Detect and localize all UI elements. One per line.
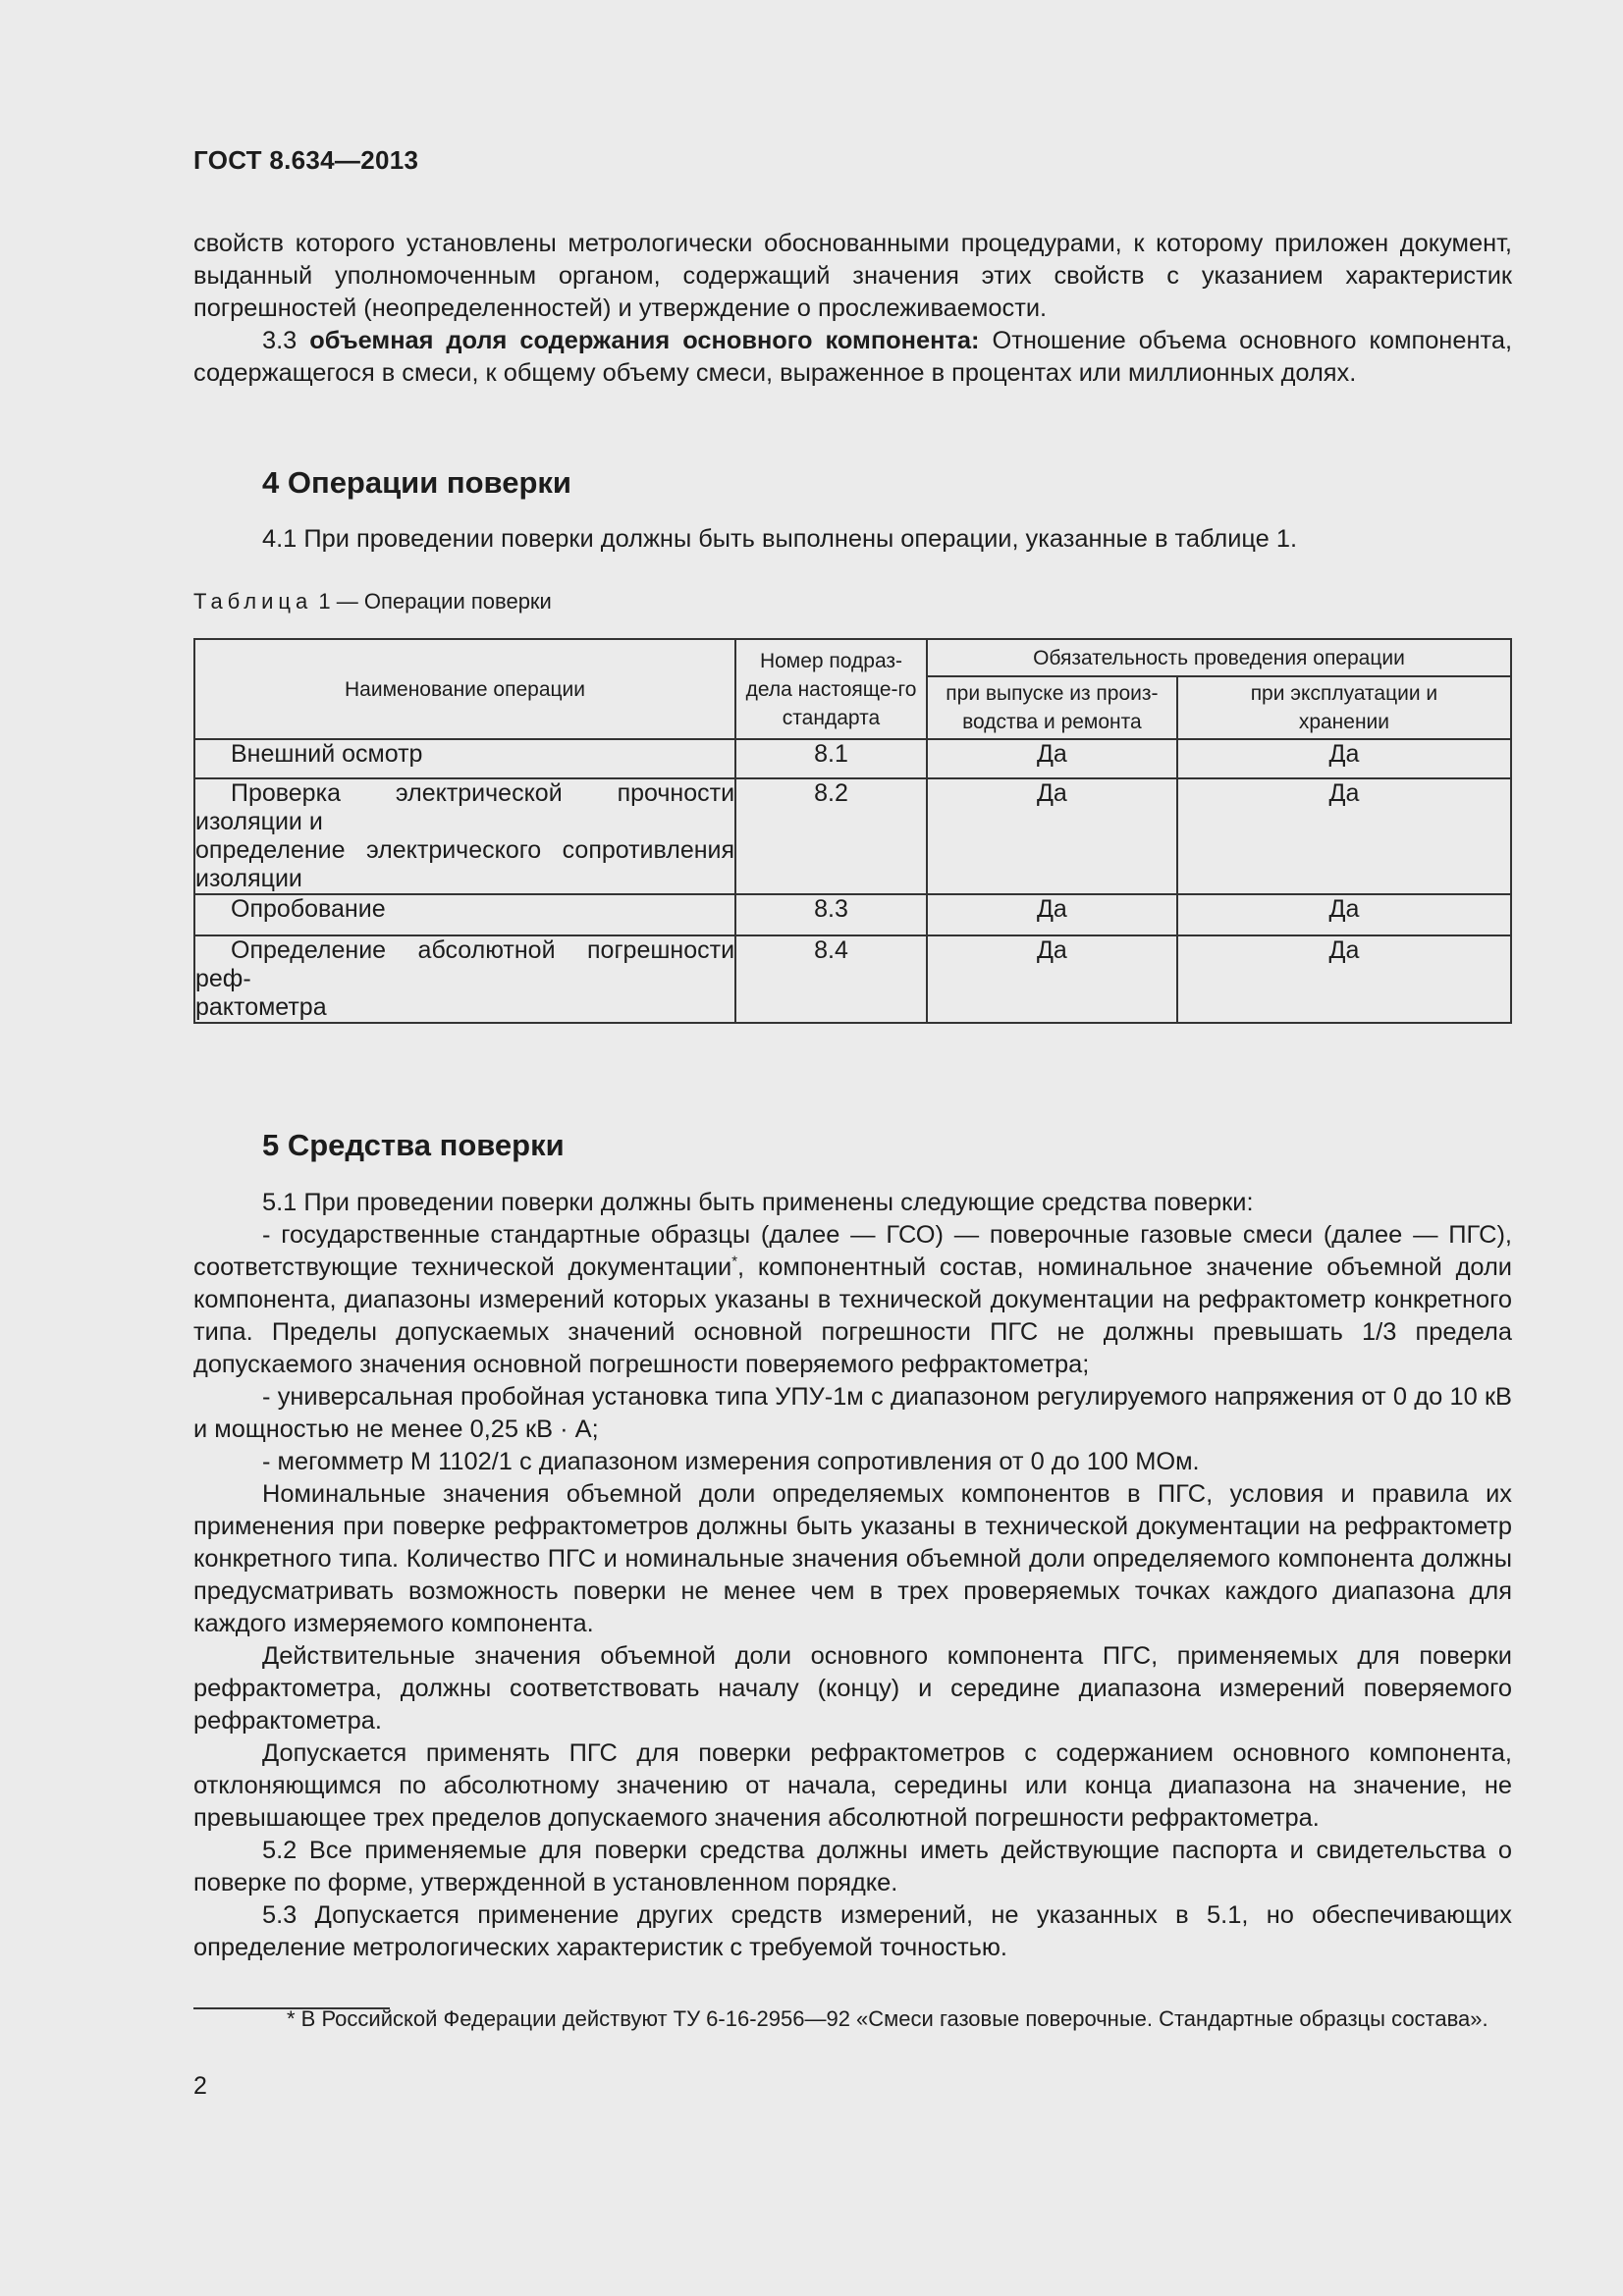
row-release: Да: [927, 894, 1177, 935]
row-section-number: 8.1: [735, 739, 927, 778]
section-4-title: 4 Операции поверки: [262, 465, 571, 500]
table-caption-word: Таблица: [193, 589, 313, 614]
definition-number: 3.3: [262, 327, 310, 354]
header-section-number: Номер подраз-дела настояще-го стандарта: [735, 639, 927, 739]
paragraph-allowed-pgs: Допускается применять ПГС для поверки рефрактометров с содержанием основного компонента, отклоняющимся по абсолютному значению от начала, середины или конца диапазона на значение, не превышающее трех пределов допускаемого значения абсолютной погрешности рефрактометра.: [193, 1739, 1512, 1832]
table-caption-rest: 1 — Операции поверки: [318, 589, 552, 614]
paragraph-5-2: 5.2 Все применяемые для поверки средства должны иметь действующие паспорта и свидетельства о поверке по форме, утвержденной в установленном порядке.: [193, 1837, 1512, 1896]
footnote-text: * В Российской Федерации действуют ТУ 6-16-2956—92 «Смеси газовые поверочные. Стандартные образцы состава».: [287, 2006, 1488, 2031]
definition-term: объемная доля содержания основного компонента:: [309, 327, 980, 354]
header-release: при выпуске из произ-водства и ремонта: [927, 676, 1177, 739]
row-release: Да: [927, 778, 1177, 894]
document-code: ГОСТ 8.634—2013: [193, 145, 419, 175]
section-5-text: [193, 1187, 1512, 1964]
page-number: 2: [193, 2072, 207, 2100]
bullet-gso-part-a: - государственные стандартные образцы (далее — ГСО) — поверочные газовые смеси (далее — ПГС), соответствующие технической документации: [193, 1221, 1512, 1281]
intro-continuation: свойств которого установлены метрологически обоснованными процедурами, к которому приложен документ, выданный уполномоченным органом, содержащий значения этих свойств с указанием характеристик погрешностей (неопределенностей) и утверждение о прослеживаемости.: [193, 230, 1512, 322]
row-operation-name: [194, 778, 735, 894]
header-operation-name: Наименование операции: [194, 639, 735, 739]
table-header-row-1: [194, 639, 1511, 676]
row-operation-name: [194, 739, 735, 778]
row-operation-name: [194, 935, 735, 1023]
paragraph-nominal-values: Номинальные значения объемной доли определяемых компонентов в ПГС, условия и правила их применения при поверке рефрактометров должны быть указаны в технической документации на рефрактометр конкретного типа. Количество ПГС и номинальные значения объемной доли определяемого компонента должны предусматривать возможность поверки не менее чем в трех проверяемых точках каждого диапазона для каждого измеряемого компонента.: [193, 1480, 1512, 1637]
bullet-megohmmeter: - мегомметр М 1102/1 с диапазоном измерения сопротивления от 0 до 100 МОм.: [262, 1448, 1200, 1475]
bullet-gso: [193, 1219, 1512, 1381]
row-operation: Да: [1177, 935, 1511, 1023]
row-release: Да: [927, 935, 1177, 1023]
row-section-number: 8.4: [735, 935, 927, 1023]
name-rest: определение электрического сопротивления изоляции: [195, 836, 735, 892]
table-row: [194, 935, 1511, 1023]
name-line: Опробование: [231, 895, 386, 923]
header-obligation: Обязательность проведения операции: [927, 639, 1511, 676]
header-operation: при эксплуатации и хранении: [1177, 676, 1511, 739]
row-operation: Да: [1177, 739, 1511, 778]
name-line: Определение абсолютной погрешности реф-: [195, 936, 735, 992]
table-row: [194, 778, 1511, 894]
intro-block: [193, 228, 1512, 390]
row-release: Да: [927, 739, 1177, 778]
name-line: Внешний осмотр: [231, 740, 423, 768]
paragraph-4-1: 4.1 При проведении поверки должны быть выполнены операции, указанные в таблице 1.: [262, 525, 1297, 553]
definition-text: Отношение объема основного компонента, содержащегося в смеси, к общему объему смеси, выраженное в процентах или миллионных долях.: [193, 327, 1512, 387]
row-section-number: 8.3: [735, 894, 927, 935]
table-row: [194, 894, 1511, 935]
paragraph-actual-values: Действительные значения объемной доли основного компонента ПГС, применяемых для поверки рефрактометра, должны соответствовать началу (концу) и середине диапазона измерений поверяемого рефрактометра.: [193, 1642, 1512, 1735]
row-operation-name: [194, 894, 735, 935]
name-line: Проверка электрической прочности изоляции и: [195, 779, 735, 835]
name-rest: рактометра: [195, 993, 327, 1021]
row-operation: Да: [1177, 894, 1511, 935]
operations-table: [193, 638, 1512, 1024]
footnote-marker: *: [731, 1253, 738, 1270]
table-1-caption: [193, 589, 552, 614]
row-operation: Да: [1177, 778, 1511, 894]
paragraph-5-3: 5.3 Допускается применение других средств измерений, не указанных в 5.1, но обеспечивающих определение метрологических характеристик с требуемой точностью.: [193, 1901, 1512, 1961]
paragraph-5-1: 5.1 При проведении поверки должны быть применены следующие средства поверки:: [262, 1189, 1254, 1216]
bullet-upu: - универсальная пробойная установка типа УПУ-1м с диапазоном регулируемого напряжения от 0 до 10 кВ и мощностью не менее 0,25 кВ · А;: [193, 1383, 1512, 1443]
row-section-number: 8.2: [735, 778, 927, 894]
bullet-gso-part-b: , компонентный состав, номинальное значение объемной доли компонента, диапазоны измерений которых указаны в технической документации на рефрактометр конкретного типа. Пределы допускаемых значений основной погрешности ПГС не должны превышать 1/3 предела допускаемого значения основной погрешности поверяемого рефрактометра;: [193, 1254, 1512, 1378]
section-5-title: 5 Средства поверки: [262, 1128, 565, 1162]
definition-3-3: [193, 325, 1512, 390]
table-row: [194, 739, 1511, 778]
section-4-text: [193, 523, 1512, 556]
